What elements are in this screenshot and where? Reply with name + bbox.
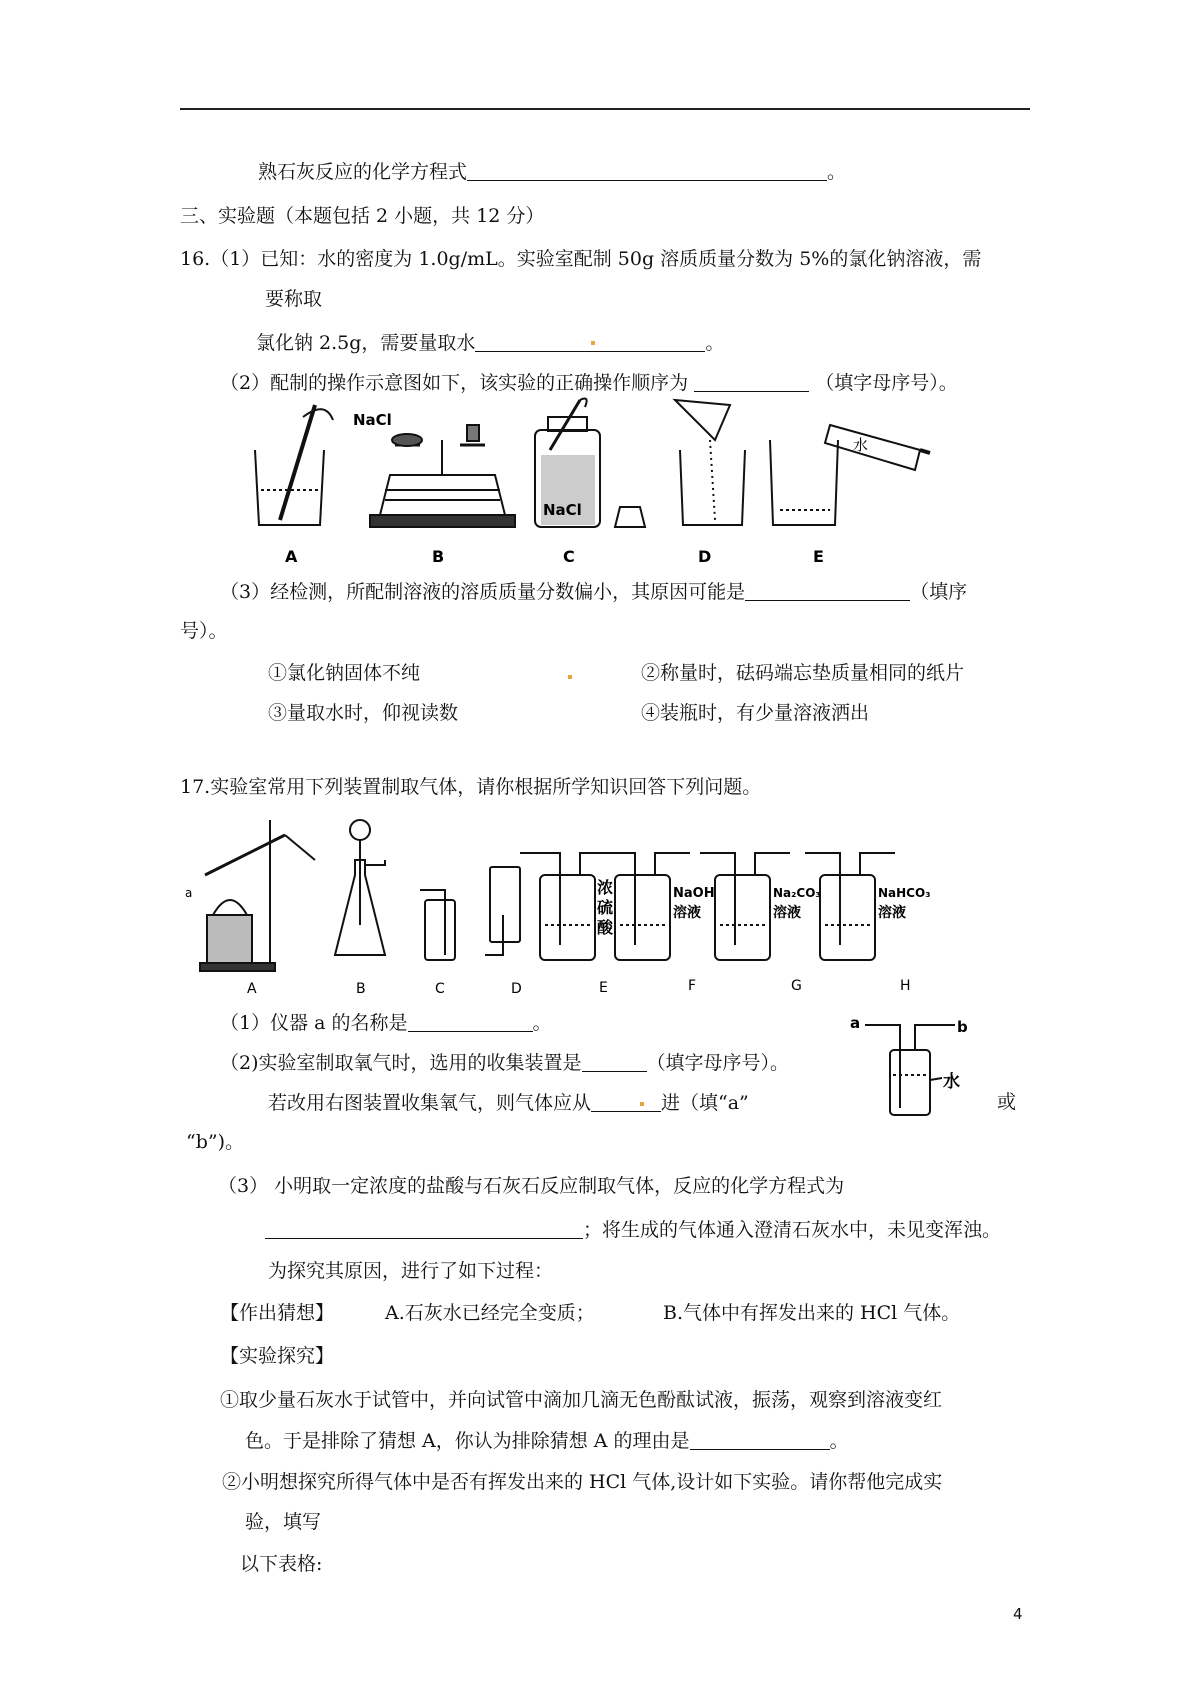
text: 色。于是排除了猜想 A，你认为排除猜想 A 的理由是 — [245, 1430, 690, 1452]
answer-blank[interactable] — [467, 162, 827, 181]
e-text: 酸 — [597, 918, 614, 937]
text: （3）经检测，所配制溶液的溶质质量分数偏小，其原因可能是 — [220, 581, 746, 603]
label-a: A — [247, 981, 257, 995]
gas-apparatus-figure — [185, 815, 985, 995]
text: 。 — [705, 332, 725, 354]
cylinder-pouring-icon — [770, 425, 930, 525]
label-f: F — [688, 978, 697, 994]
label-h: H — [900, 978, 911, 994]
question-17-2 — [220, 1053, 789, 1073]
label-c: C — [563, 547, 575, 566]
explore-2-table: 以下表格: — [240, 1553, 323, 1575]
text: （填序 — [910, 581, 968, 603]
guess-a: A.石灰水已经完全变质； — [385, 1302, 595, 1324]
text: （填字母序号）。 — [646, 1052, 790, 1074]
g-text: 溶液 — [773, 905, 801, 921]
gas-bottle-d-icon — [485, 867, 520, 955]
label-c: C — [435, 981, 445, 995]
g-text: Na₂CO₃ — [773, 886, 821, 900]
f-text: 溶液 — [673, 905, 701, 921]
water-label: 水 — [853, 436, 869, 454]
question-16-1: 16.（1）已知：水的密度为 1.0g/mL。实验室配制 50g 溶质质量分数为 5%的氯化钠溶液，需 — [180, 248, 982, 270]
text: 熟石灰反应的化学方程式 — [258, 161, 468, 183]
side-b-label: b — [957, 1018, 968, 1036]
text: 。 — [827, 161, 847, 183]
nacl-bottle-label: NaCl — [543, 501, 582, 519]
question-16-1-water — [256, 333, 724, 353]
question-17-2-end: “b”)。 — [186, 1131, 245, 1153]
label-d: D — [511, 981, 522, 995]
guess-label: 【作出猜想】 — [220, 1302, 335, 1324]
text: （1）仪器 a 的名称是 — [220, 1012, 408, 1034]
beaker-pouring-icon — [675, 400, 745, 525]
e-text: 硫 — [597, 898, 614, 917]
label-b: B — [356, 981, 366, 995]
mark-dot — [640, 1102, 644, 1106]
heating-apparatus-icon — [200, 820, 315, 971]
question-17-2-cont — [268, 1093, 749, 1113]
option-1: ①氯化钠固体不纯 — [268, 662, 421, 684]
explore-1: ①取少量石灰水于试管中，并向试管中滴加几滴无色酚酞试液，振荡，观察到溶液变红 — [220, 1389, 943, 1411]
a-mark: a — [185, 886, 193, 900]
question-17: 17.实验室常用下列装置制取气体，请你根据所学知识回答下列问题。 — [180, 776, 762, 798]
question-17-2-or: 或 — [997, 1091, 1017, 1113]
explore-2-cont: 验，填写 — [245, 1511, 322, 1533]
text: 若改用右图装置收集氧气，则气体应从 — [268, 1092, 592, 1114]
answer-blank[interactable] — [265, 1220, 583, 1239]
explore-label: 【实验探究】 — [220, 1345, 335, 1367]
flask-funnel-icon — [335, 820, 385, 955]
answer-blank[interactable] — [582, 1053, 647, 1072]
h-text: 溶液 — [878, 905, 906, 921]
option-4: ④装瓶时，有少量溶液洒出 — [641, 702, 870, 724]
question-17-3-eq — [265, 1220, 1001, 1240]
question-16-1-cont: 要称取 — [265, 288, 323, 310]
answer-blank[interactable] — [690, 1431, 830, 1450]
answer-blank[interactable] — [408, 1013, 533, 1032]
question-16-3-cont: 号）。 — [180, 620, 228, 642]
option-3: ③量取水时，仰视读数 — [268, 702, 459, 724]
mark-dot — [591, 341, 595, 345]
label-a: A — [285, 547, 298, 566]
page-number: 4 — [1013, 1605, 1023, 1623]
text: ；将生成的气体通入澄清石灰水中，未见变浑浊。 — [583, 1219, 1002, 1241]
e-text: 浓 — [597, 878, 614, 897]
answer-blank[interactable] — [694, 373, 809, 392]
question-17-3: （3） 小明取一定浓度的盐酸与石灰石反应制取气体，反应的化学方程式为 — [218, 1175, 845, 1197]
text: 。 — [532, 1012, 552, 1034]
f-text: NaOH — [673, 886, 715, 901]
text: 。 — [829, 1430, 849, 1452]
side-a-label: a — [850, 1014, 861, 1032]
mark-dot — [568, 675, 572, 679]
header-rule — [180, 108, 1030, 110]
question-17-1 — [220, 1013, 552, 1033]
text: （填字母序号）。 — [815, 372, 958, 394]
nacl-label: NaCl — [353, 411, 392, 429]
section-heading: 三、实验题（本题包括 2 小题，共 12 分） — [180, 205, 545, 227]
equation-line — [258, 162, 846, 182]
text: 进（填“a” — [661, 1092, 749, 1114]
label-e: E — [813, 547, 824, 566]
solution-preparation-figure — [245, 395, 1025, 570]
question-16-2 — [220, 373, 958, 393]
text: （2)实验室制取氧气时，选用的收集装置是 — [220, 1052, 582, 1074]
balance-icon — [370, 425, 515, 527]
side-collection-bottle-figure — [845, 1010, 975, 1120]
text: （2）配制的操作示意图如下，该实验的正确操作顺序为 — [220, 372, 689, 394]
label-e: E — [599, 980, 608, 995]
option-2: ②称量时，砝码端忘垫质量相同的纸片 — [641, 662, 965, 684]
question-17-3-cont: 为探究其原因，进行了如下过程： — [268, 1260, 554, 1282]
gas-bottle-c-icon — [420, 890, 455, 960]
label-d: D — [698, 547, 712, 566]
answer-blank[interactable] — [591, 1093, 661, 1112]
question-16-3 — [220, 582, 967, 602]
side-water-label: 水 — [943, 1072, 960, 1092]
explore-2: ②小明想探究所得气体中是否有挥发出来的 HCl 气体,设计如下实验。请你帮他完成实 — [222, 1471, 943, 1493]
beaker-stirring-icon — [255, 405, 333, 525]
answer-blank[interactable] — [745, 582, 910, 601]
guess-b: B.气体中有挥发出来的 HCl 气体。 — [663, 1302, 961, 1324]
label-b: B — [432, 547, 445, 566]
text: 氯化钠 2.5g，需要量取水 — [256, 332, 476, 354]
label-g: G — [791, 978, 802, 994]
explore-1-cont — [245, 1431, 849, 1451]
h-text: NaHCO₃ — [878, 886, 931, 900]
